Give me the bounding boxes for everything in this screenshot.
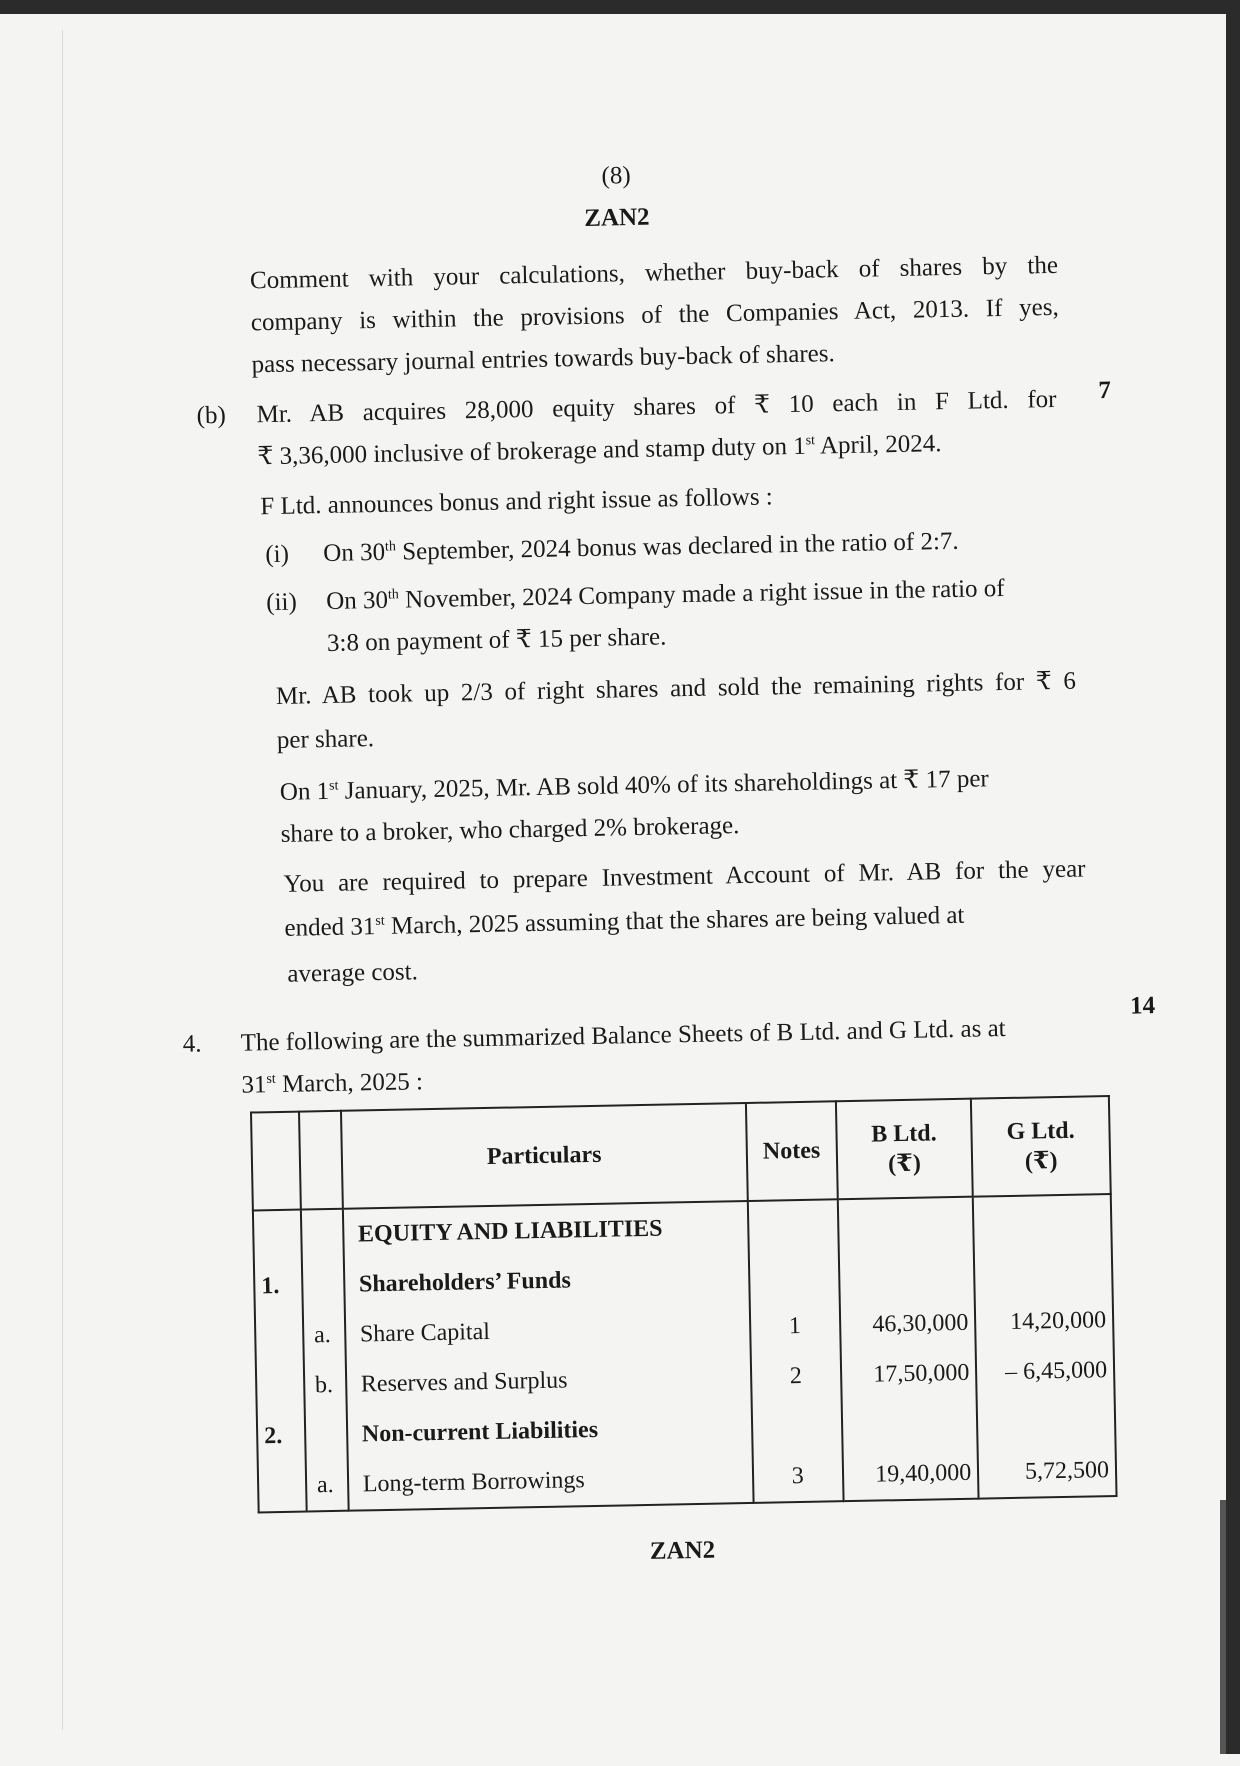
row-a2-b-value: 19,40,000 xyxy=(875,1459,972,1488)
item-i-text-a: On 30 xyxy=(323,538,386,568)
row-a2-note: 3 xyxy=(791,1462,805,1490)
took-line-2: per share. xyxy=(276,725,375,754)
spacer xyxy=(263,1361,304,1412)
row-b1-sub: b. xyxy=(314,1371,334,1399)
col-sub xyxy=(301,1209,349,1512)
sold-line-2: share to a broker, who charged 2% brokerage. xyxy=(280,812,740,848)
section-equity-liabilities: EQUITY AND LIABILITIES xyxy=(357,1215,663,1248)
sold-line-1 xyxy=(280,763,989,809)
part-b-marks: 7 xyxy=(1098,376,1112,405)
sold-sup: st xyxy=(328,778,339,794)
spacer xyxy=(265,1461,306,1512)
question-4-line-2-b: March, 2025 : xyxy=(275,1068,424,1099)
required-line-1: You are required to prepare Investment Account of Mr. AB for the year xyxy=(283,855,1086,898)
header-g-ltd xyxy=(971,1096,1111,1197)
part-b-line-2 xyxy=(257,428,942,473)
item-ii-line-2: 3:8 on payment of ₹ 15 per share. xyxy=(326,623,667,657)
group-2-number: 2. xyxy=(263,1422,283,1450)
col-g-ltd xyxy=(973,1194,1117,1499)
col-particulars xyxy=(343,1201,754,1511)
part-b-label: (b) xyxy=(196,401,227,430)
col-b-ltd xyxy=(837,1197,978,1502)
spacer xyxy=(750,1250,839,1302)
question-4-line-2 xyxy=(241,1066,423,1101)
item-i-sup: th xyxy=(384,539,397,555)
spacer xyxy=(975,1245,1112,1298)
item-i-text-b: September, 2024 bonus was declared in the ratio of 2:7. xyxy=(395,527,959,566)
intro-line-1: Comment with your calculations, whether buy-back of shares by the xyxy=(249,251,1059,295)
required-line-2 xyxy=(284,900,964,945)
row-b1-label: Reserves and Surplus xyxy=(360,1367,568,1398)
item-ii-label: (ii) xyxy=(265,588,298,617)
intro-line-2: company is within the provisions of the Companies Act, 2013. If yes, xyxy=(250,293,1059,337)
row-b1-g-value: – 6,45,000 xyxy=(1004,1357,1108,1386)
question-4-line-1: The following are the summarized Balance Sheets of B Ltd. and G Ltd. as at xyxy=(240,1015,1006,1057)
part-b-line-1: Mr. AB acquires 28,000 equity shares of ₹ 10 each in F Ltd. for xyxy=(256,385,1057,429)
part-b-line-2-text: ₹ 3,36,000 inclusive of brokerage and stamp duty on 1 xyxy=(257,432,807,471)
table-header-row xyxy=(251,1096,1111,1210)
item-ii-text-a: On 30 xyxy=(325,586,389,615)
question-4-line-2-a: 31 xyxy=(241,1071,267,1099)
spacer xyxy=(313,1260,344,1311)
question-4-sup: st xyxy=(266,1071,276,1087)
item-i-text xyxy=(323,526,959,570)
item-ii-sup: th xyxy=(387,587,399,603)
paper-code-bottom: ZAN2 xyxy=(649,1536,716,1565)
part-b-line-2-tail: April, 2024. xyxy=(814,430,942,460)
sold-line-1-b: January, 2025, Mr. AB sold 40% of its shareholdings at ₹ 17 per xyxy=(338,765,989,805)
row-a1-sub: a. xyxy=(313,1322,331,1349)
required-sup: st xyxy=(375,913,385,929)
row-a1-g-value: 14,20,000 xyxy=(1009,1307,1107,1335)
row-b1-b-value: 17,50,000 xyxy=(873,1359,970,1388)
part-b-line-2-sup: st xyxy=(805,433,816,449)
page-number: (8) xyxy=(601,162,631,190)
spacer xyxy=(262,1311,303,1362)
balance-sheet-table xyxy=(250,1095,1118,1513)
required-line-2-a: ended 31 xyxy=(284,913,376,942)
item-i-label: (i) xyxy=(265,540,290,569)
spacer xyxy=(752,1400,841,1452)
header-sub-cell xyxy=(299,1111,343,1210)
item-ii-text xyxy=(326,573,1005,618)
header-g-ltd-currency: (₹) xyxy=(1024,1147,1058,1175)
header-b-ltd-currency: (₹) xyxy=(887,1150,922,1177)
header-b-ltd-name: B Ltd. xyxy=(870,1119,937,1148)
took-line-1: Mr. AB took up 2/3 of right shares and sold the remaining rights for ₹ 6 xyxy=(275,667,1077,710)
header-g-ltd-name: G Ltd. xyxy=(1006,1117,1075,1145)
group-1-title: Shareholders’ Funds xyxy=(358,1267,572,1298)
spacer xyxy=(839,1248,974,1301)
group-1-number: 1. xyxy=(261,1272,280,1300)
header-b-ltd xyxy=(835,1099,973,1200)
header-particulars: Particulars xyxy=(341,1103,748,1209)
row-a1-b-value: 46,30,000 xyxy=(872,1309,969,1338)
header-notes: Notes xyxy=(746,1101,838,1201)
paper-code-top: ZAN2 xyxy=(583,203,650,232)
sold-line-1-a: On 1 xyxy=(279,777,330,806)
row-a2-label: Long-term Borrowings xyxy=(362,1467,586,1498)
part-b-announce: F Ltd. announces bonus and right issue as follows : xyxy=(260,483,773,521)
row-b1-note: 2 xyxy=(789,1362,803,1390)
row-a2-g-value: 5,72,500 xyxy=(1024,1457,1110,1485)
spacer xyxy=(312,1210,343,1261)
item-ii-text-b: November, 2024 Company made a right issue in the ratio of xyxy=(398,574,1005,614)
required-line-2-b: March, 2025 assuming that the shares are being valued at xyxy=(384,901,965,940)
spacer xyxy=(260,1211,301,1262)
question-4-number: 4. xyxy=(182,1030,202,1058)
spacer xyxy=(978,1395,1115,1448)
table-body-row xyxy=(253,1194,1117,1512)
row-a2-sub: a. xyxy=(316,1471,334,1499)
col-notes xyxy=(748,1199,843,1503)
row-a1-label: Share Capital xyxy=(359,1318,491,1348)
spacer xyxy=(749,1200,838,1252)
question-4-marks: 14 xyxy=(1129,992,1156,1020)
spacer xyxy=(842,1398,977,1451)
group-2-title: Non-current Liabilities xyxy=(361,1416,599,1448)
required-line-3: average cost. xyxy=(287,958,419,988)
row-a1-note: 1 xyxy=(788,1312,802,1340)
header-no-cell xyxy=(251,1112,301,1211)
spacer xyxy=(838,1198,973,1251)
intro-line-3: pass necessary journal entries towards buy-back of shares. xyxy=(251,340,835,379)
col-no xyxy=(253,1210,307,1513)
spacer xyxy=(974,1195,1111,1248)
spacer xyxy=(316,1410,347,1461)
